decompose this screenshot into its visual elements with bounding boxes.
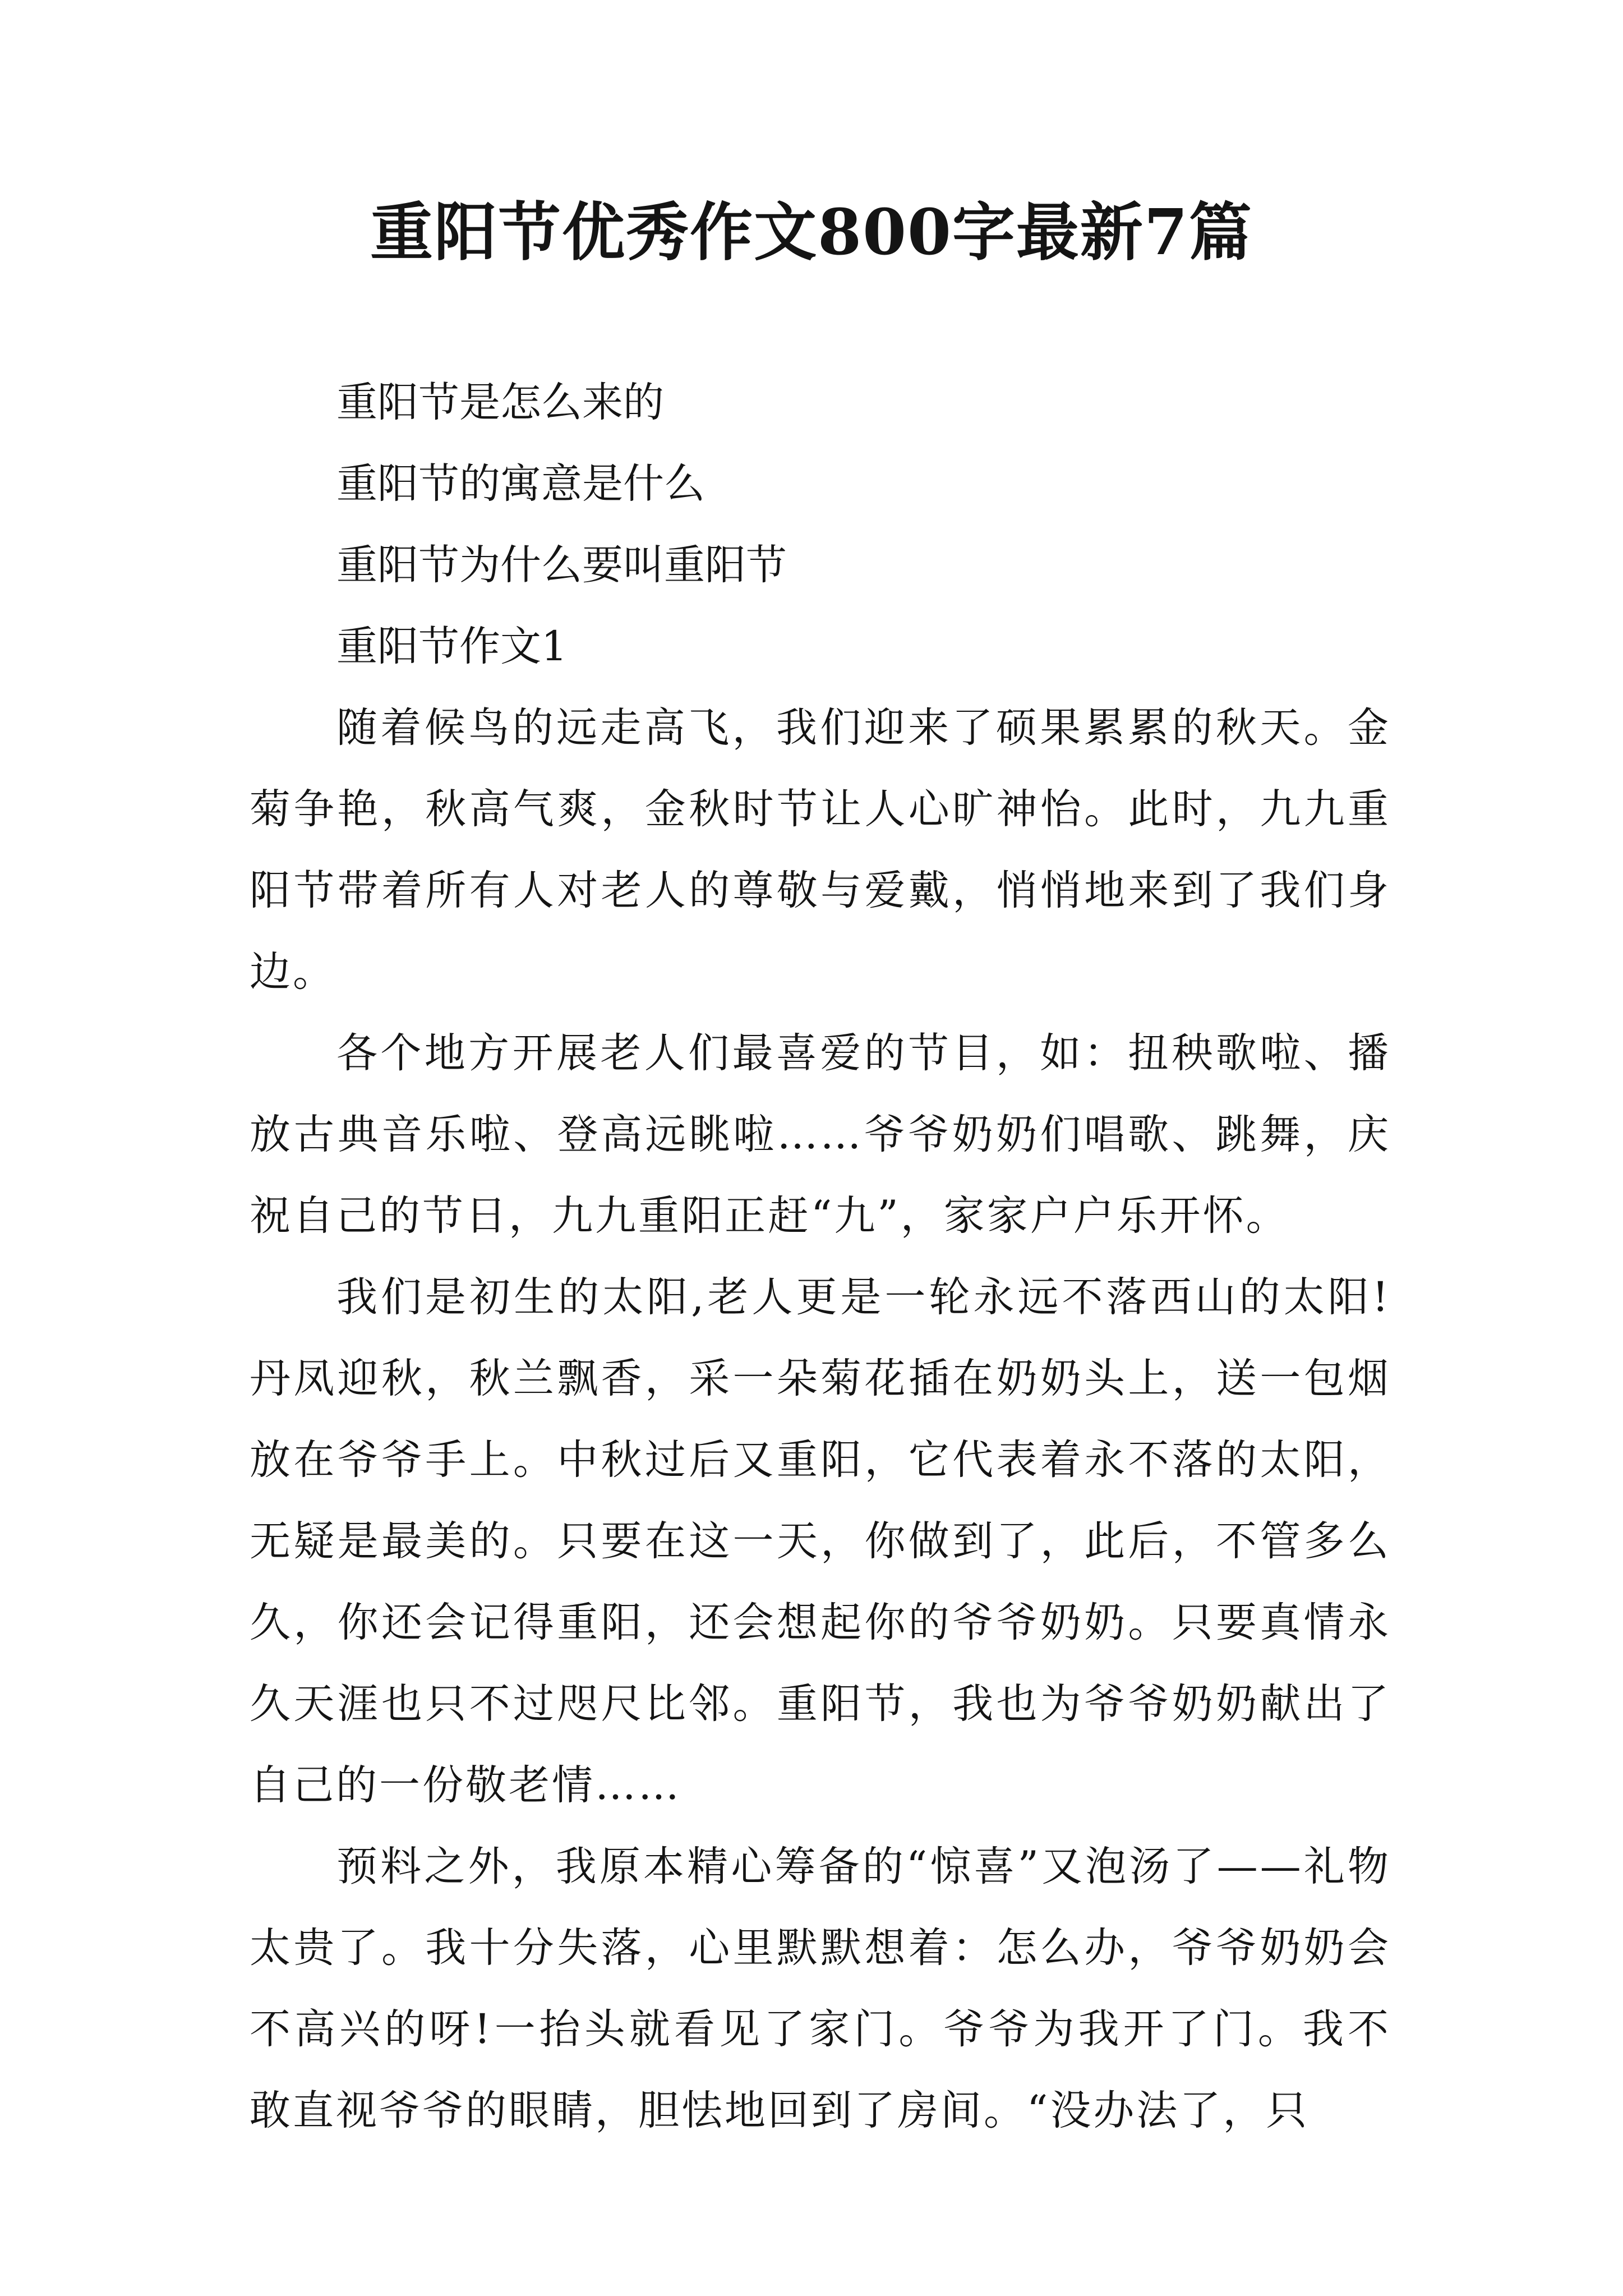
paragraph: 我们是初生的太阳,老人更是一轮永远不落西山的太阳!丹凤迎秋，秋兰飘香，采一朵菊花插在奶奶头上，送一包烟放在爷爷手上。中秋过后又重阳，它代表着永不落的太阳，无疑是最美的。只要在这一天，你做到了，此后，不管多么久，你还会记得重阳，还会想起你的爷爷奶奶。只要真情永久天涯也只不过咫尺比邻。重阳节，我也为爷爷奶奶献出了自己的一份敬老情…… — [250, 1273, 1391, 1809]
document-body — [250, 362, 1391, 2151]
toc-item-name-reason: 重阳节为什么要叫重阳节 — [336, 541, 787, 589]
toc-item-origin: 重阳节是怎么来的 — [336, 379, 664, 426]
document-title: 重阳节优秀作文800字最新7篇 — [370, 196, 1253, 269]
paragraph: 各个地方开展老人们最喜爱的节目，如：扭秧歌啦、播放古典音乐啦、登高远眺啦……爷爷奶奶们唱歌、跳舞，庆祝自己的节日，九九重阳正赶“九”，家家户户乐开怀。 — [250, 1029, 1391, 1240]
paragraph: 随着候鸟的远走高飞，我们迎来了硕果累累的秋天。金菊争艳，秋高气爽，金秋时节让人心旷神怡。此时，九九重阳节带着所有人对老人的尊敬与爱戴，悄悄地来到了我们身边。 — [250, 704, 1391, 996]
paragraph: 预料之外，我原本精心筹备的“惊喜”又泡汤了——礼物太贵了。我十分失落，心里默默想着：怎么办，爷爷奶奶会不高兴的呀!一抬头就看见了家门。爷爷为我开了门。我不敢直视爷爷的眼睛，胆怯地回到了房间。“没办法了，只 — [250, 1843, 1391, 2134]
toc-item-essay-1: 重阳节作文1 — [336, 623, 568, 670]
toc-item-meaning: 重阳节的寓意是什么 — [336, 460, 705, 508]
